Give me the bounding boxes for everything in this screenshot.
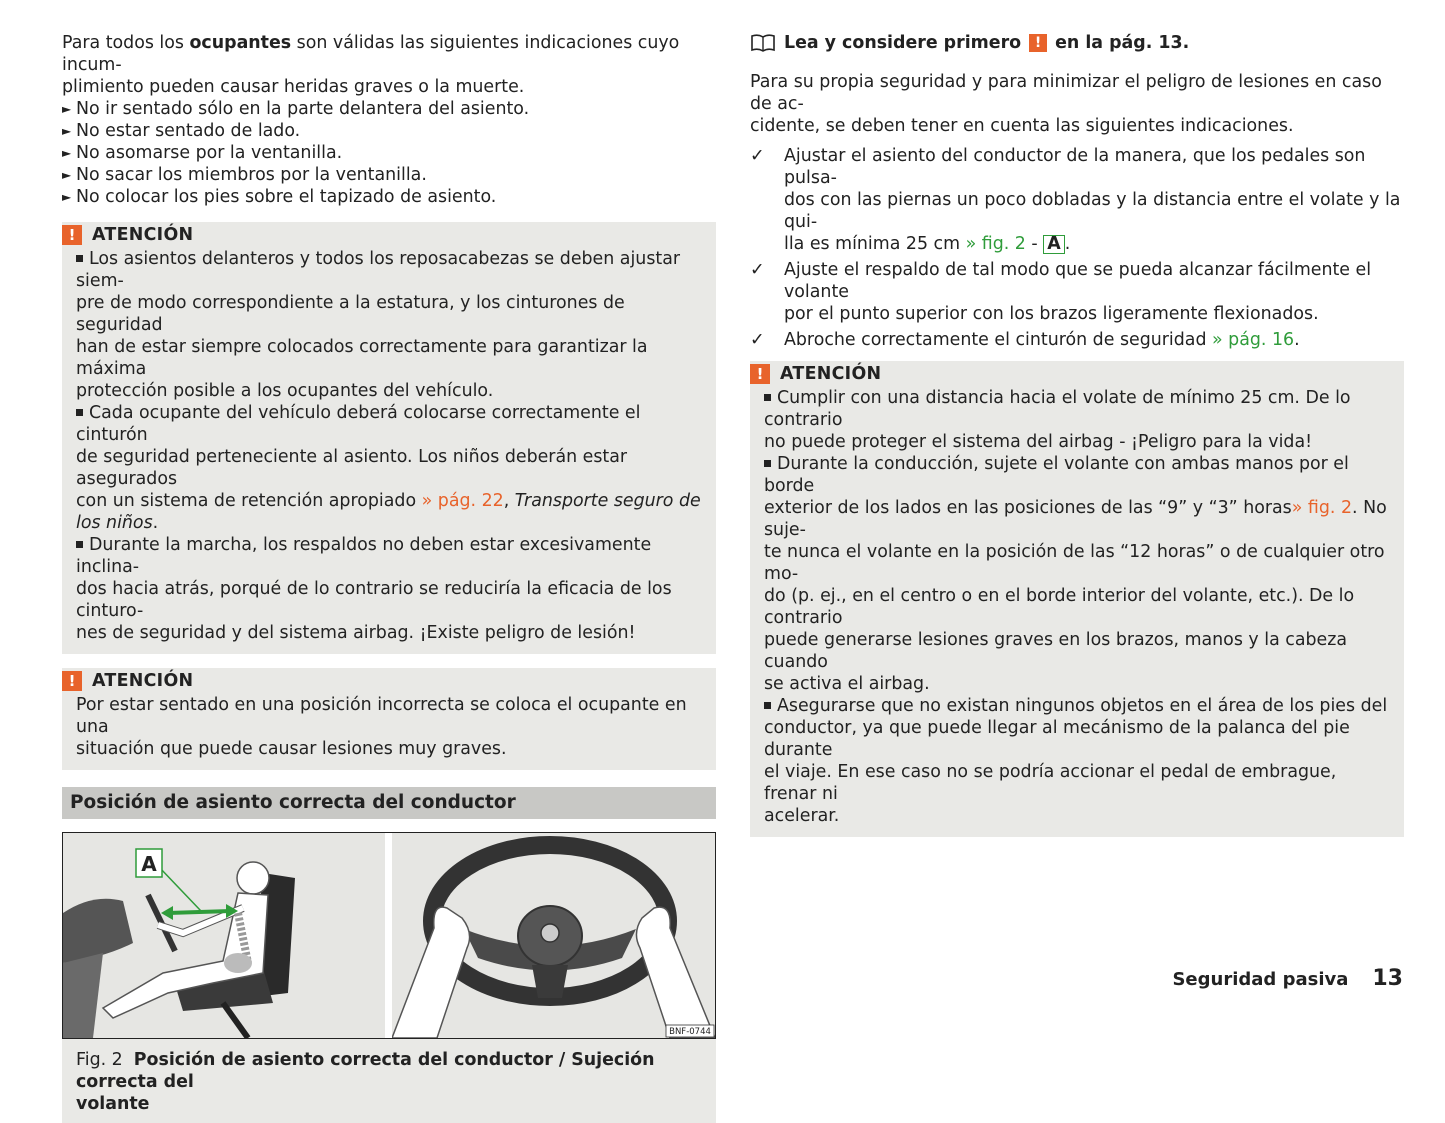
list-item: ✓ Ajustar el asiento del conductor de la manera, que los pedales son pulsa- dos con las piernas un poco dobladas y la distancia entre el volate y la qui- lla es mínima 25 cm » fig. 2 - A . — [750, 146, 1401, 254]
warning-header: ! ATENCIÓN — [62, 670, 702, 692]
square-bullet-icon — [76, 541, 83, 548]
warning-header: ! ATENCIÓN — [62, 224, 702, 246]
warning-paragraph: Los asientos delanteros y todos los reposacabezas se deben ajustar siem- pre de modo correspondiente a la estatura, y los cinturones de seguridad han de estar siempre colocados correctamente para garantizar la máxima protección posible a los ocupantes del vehículo. — [76, 249, 681, 401]
checkmark-icon: ✓ — [750, 330, 765, 350]
intro-bold-word: ocupantes — [189, 33, 292, 53]
figure-label-a: A — [141, 852, 157, 876]
list-item: ► No ir sentado sólo en la parte delantera del asiento. — [62, 99, 530, 119]
square-bullet-icon — [764, 702, 771, 709]
section-title: Posición de asiento correcta del conductor — [62, 787, 716, 819]
steering-wheel-illustration — [392, 833, 715, 1038]
intro-paragraph: Para todos los ocupantes son válidas las siguientes indicaciones cuyo incum- plimiento pueden causar heridas graves o la muerte. — [62, 33, 680, 97]
figure-divider — [385, 833, 392, 1038]
label-a-box: A — [1043, 235, 1064, 254]
warning-exclamation-icon: ! — [62, 671, 82, 691]
list-item: ► No sacar los miembros por la ventanilla. — [62, 165, 427, 185]
check-list — [750, 145, 1404, 351]
figure-code: BNF-0744 — [669, 1027, 711, 1037]
square-bullet-icon — [76, 409, 83, 416]
figure-2 — [62, 832, 716, 1039]
triangle-bullet-icon: ► — [62, 168, 72, 182]
warning-paragraph: Cada ocupante del vehículo deberá colocarse correctamente el cinturón de seguridad perteneciente al asiento. Los niños deberán estar asegurados con un sistema de retención apropiado » pág. 22, Transporte seguro de los niños. — [76, 403, 701, 533]
steering-wheel-drawing — [392, 833, 715, 1038]
list-item: ✓ Ajuste el respaldo de tal modo que se pueda alcanzar fácilmente el volante por el punto superior con los brazos ligeramente flexionados. — [750, 260, 1372, 324]
warning-box-2 — [62, 668, 716, 770]
checkmark-icon: ✓ — [750, 260, 765, 280]
list-item: ► No estar sentado de lado. — [62, 121, 301, 141]
page-ref-link[interactable]: » pág. 22 — [421, 491, 504, 511]
read-first-note: Lea y considere primero ! en la pág. 13. — [750, 32, 1404, 54]
page-ref-link[interactable]: » pág. 16 — [1212, 330, 1295, 350]
warning-exclamation-icon: ! — [750, 364, 770, 384]
warning-exclamation-icon: ! — [1029, 34, 1047, 52]
seat-position-illustration — [63, 833, 385, 1038]
warning-paragraph: Cumplir con una distancia hacia el volate de mínimo 25 cm. De lo contrario no puede proteger el sistema del airbag - ¡Peligro para la vida! — [764, 388, 1351, 452]
list-item: ✓ Abroche correctamente el cinturón de seguridad » pág. 16. — [750, 330, 1300, 350]
left-column — [62, 32, 716, 1123]
italic-title: los niños — [76, 513, 153, 533]
warning-header: ! ATENCIÓN — [750, 363, 1390, 385]
caption-text: Posición de asiento correcta del conductor / Sujeción correcta del — [76, 1050, 655, 1092]
warning-box-1 — [62, 222, 716, 654]
triangle-bullet-icon: ► — [62, 124, 72, 138]
caption-prefix: Fig. 2 — [76, 1050, 123, 1070]
warning-exclamation-icon: ! — [62, 225, 82, 245]
triangle-bullet-icon: ► — [62, 102, 72, 116]
italic-title: Transporte seguro de — [514, 491, 701, 511]
triangle-bullet-icon: ► — [62, 146, 72, 160]
list-item: ► No colocar los pies sobre el tapizado de asiento. — [62, 187, 497, 207]
warning-paragraph: Durante la marcha, los respaldos no deben estar excesivamente inclina- dos hacia atrás, porqué de lo contrario se reduciría la eficacia de los cinturo- nes de seguridad y del sistema airbag. ¡Existe peligro de lesión! — [76, 535, 672, 643]
warning-paragraph: Por estar sentado en una posición incorrecta se coloca el ocupante en una situación que puede causar lesiones muy graves. — [76, 695, 687, 759]
page-footer — [1172, 968, 1403, 991]
safety-paragraph: Para su propia seguridad y para minimizar el peligro de lesiones en caso de ac- cidente, se deben tener en cuenta las siguientes indicaciones. — [750, 72, 1382, 136]
right-column — [750, 32, 1404, 837]
seat-driver-drawing — [63, 833, 385, 1038]
warning-paragraph: Asegurarse que no existan ningunos objetos en el área de los pies del conductor, ya que puede llegar al mecánismo de la palanca del pie durante el viaje. En ese caso no se podría accionar el pedal de embrague, frenar ni acelerar. — [764, 696, 1388, 826]
warning-box-3 — [750, 361, 1404, 837]
square-bullet-icon — [764, 460, 771, 467]
book-icon — [750, 33, 776, 53]
checkmark-icon: ✓ — [750, 146, 765, 166]
rules-list — [62, 98, 716, 208]
figure-ref-link[interactable]: » fig. 2 — [965, 234, 1026, 254]
figure-caption: Fig. 2 Posición de asiento correcta del conductor / Sujeción correcta del volante — [62, 1039, 716, 1123]
list-item: ► No asomarse por la ventanilla. — [62, 143, 343, 163]
square-bullet-icon — [76, 255, 83, 262]
figure-ref-link[interactable]: » fig. 2 — [1291, 498, 1353, 518]
square-bullet-icon — [764, 394, 771, 401]
triangle-bullet-icon: ► — [62, 190, 72, 204]
page-number: 13 — [1372, 966, 1403, 991]
chapter-title: Seguridad pasiva — [1172, 969, 1349, 990]
warning-paragraph: Durante la conducción, sujete el volante con ambas manos por el borde exterior de los lados en las posiciones de las “9” y “3” horas» fig. 2. No suje- te nunca el volante en la posición de las “12 horas” o de cualquier otro mo- do (p. ej., en el centro o en el borde interior del volante, etc.). De lo contrario puede generarse lesiones graves en los brazos, manos y la cabeza cuando se activa el airbag. — [764, 454, 1387, 694]
